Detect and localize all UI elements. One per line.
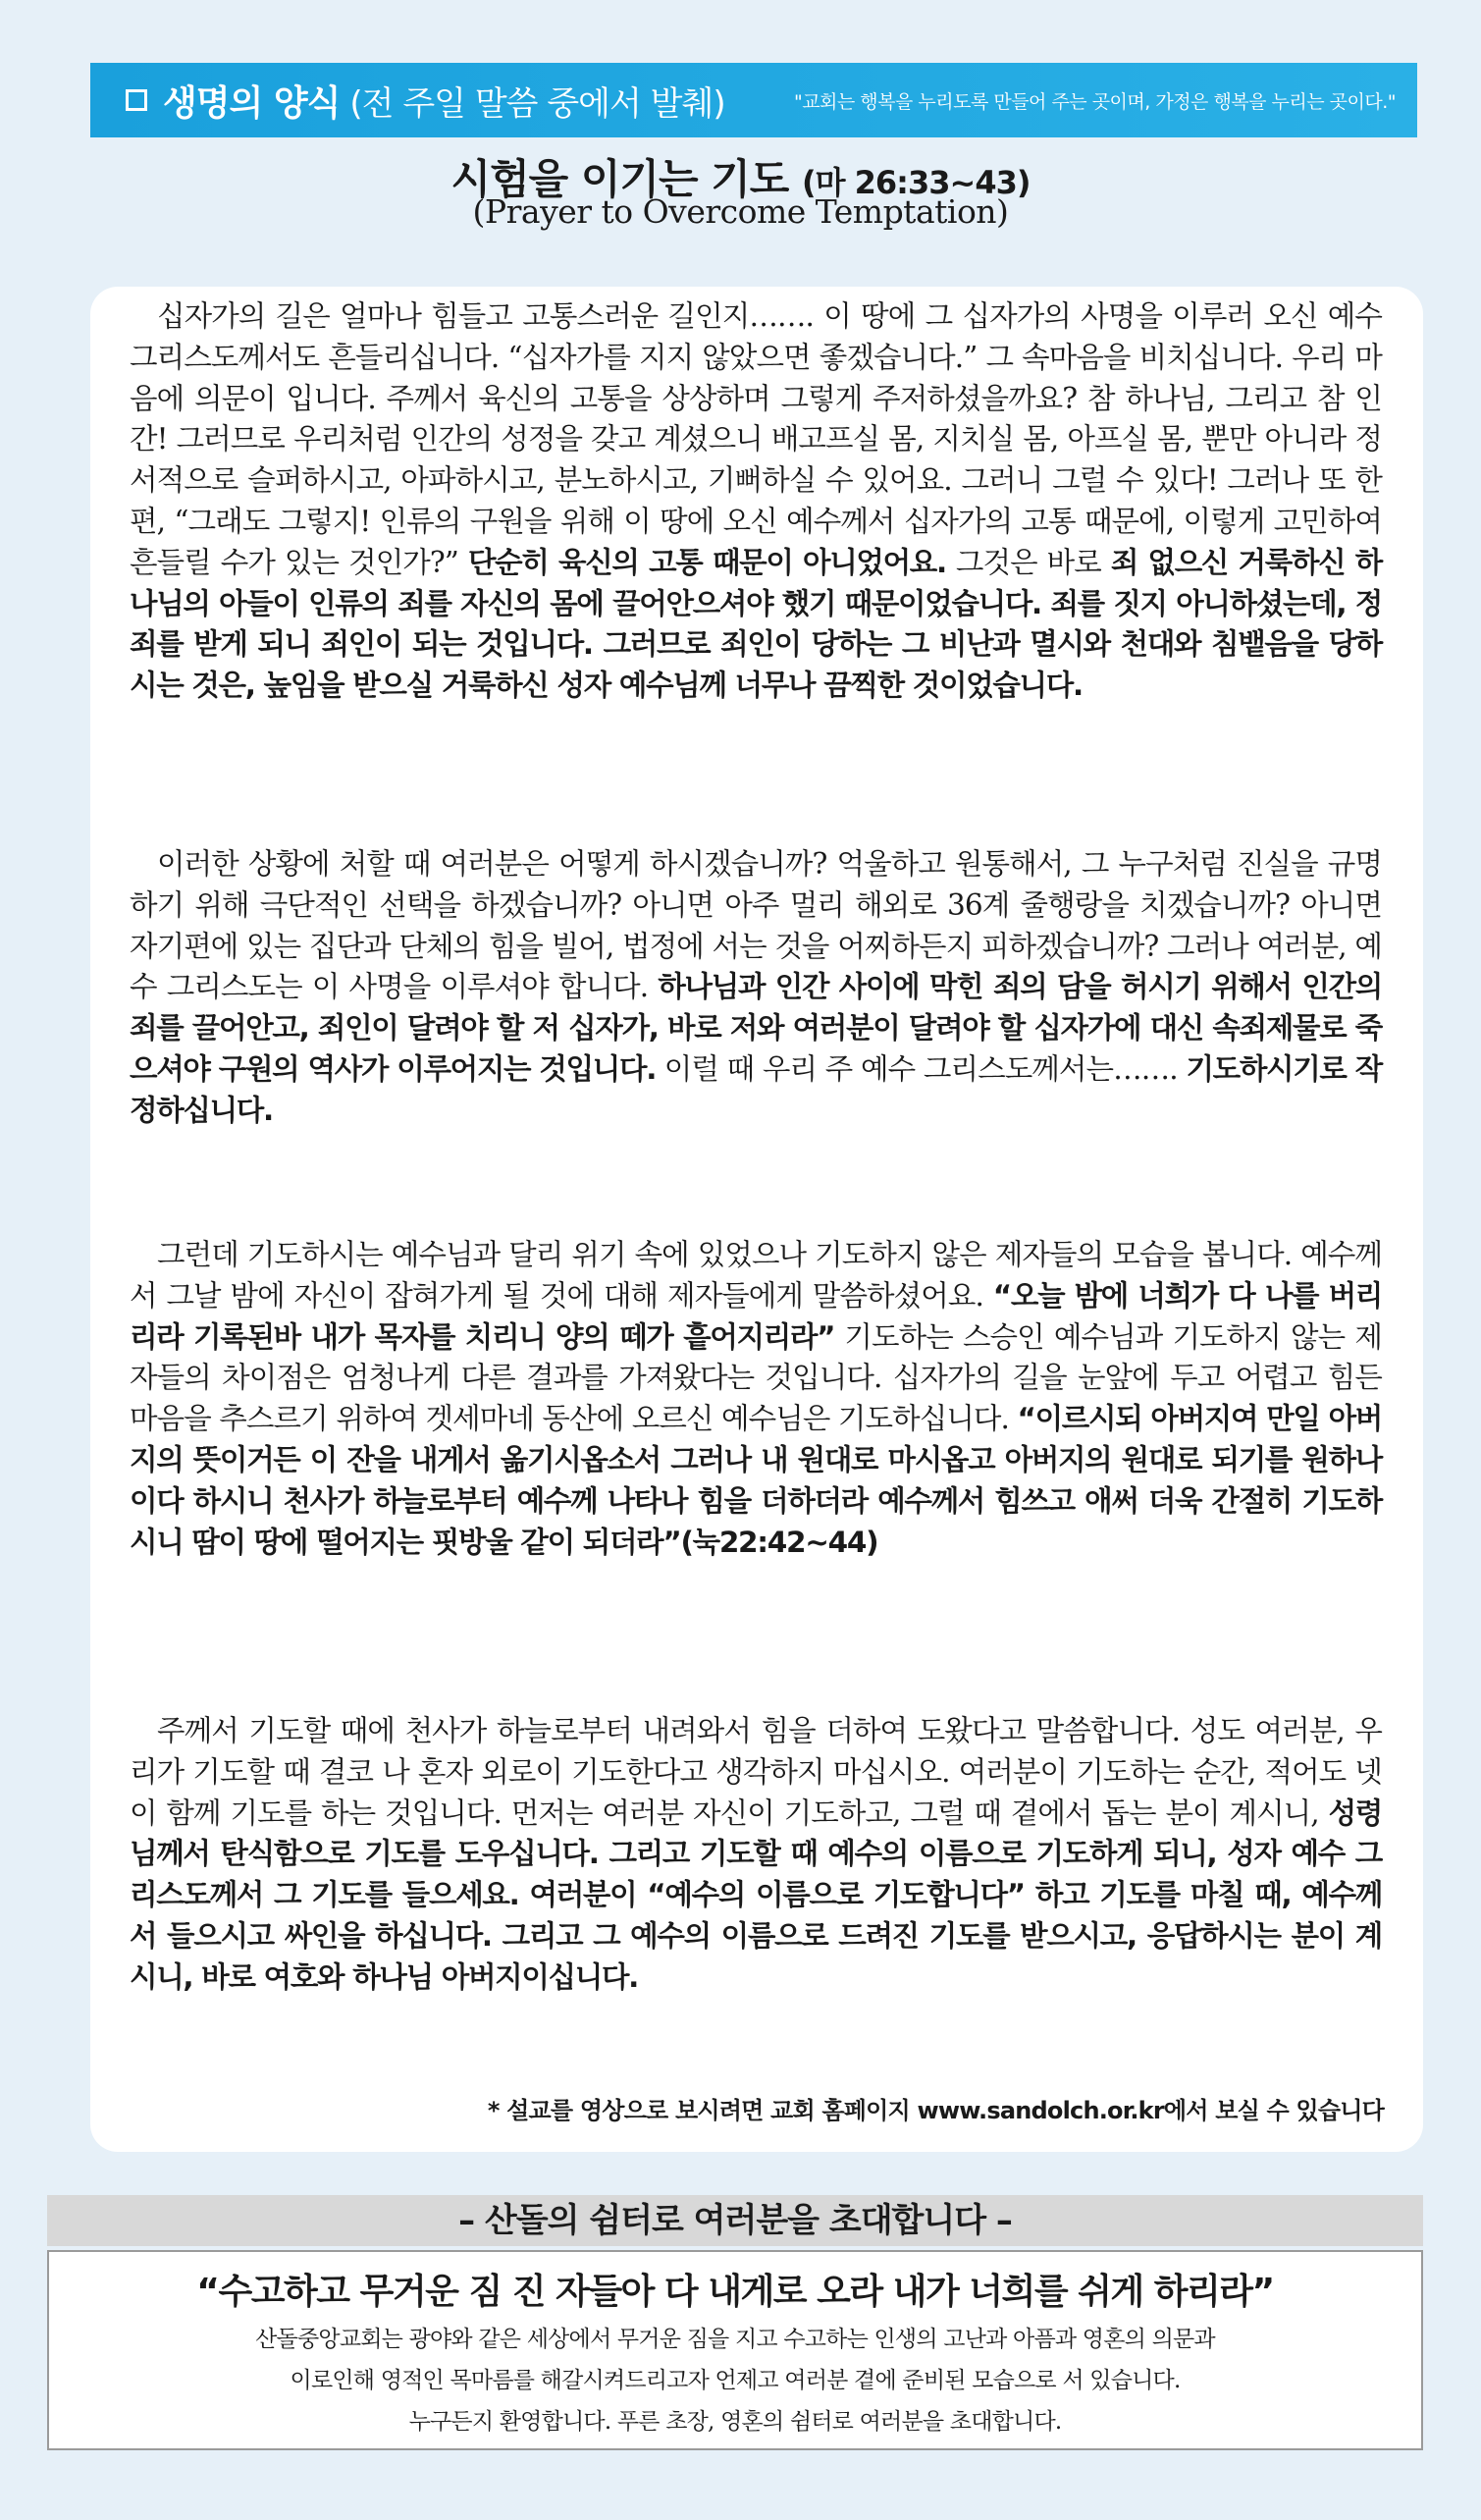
paragraph-emphasis: 기도하시기로 작정하십니다. (130, 1051, 1382, 1127)
invitation-line: 산돌중앙교회는 광야와 같은 세상에서 무거운 짐을 지고 수고하는 인생의 고난과 아픔과 영혼의 의문과 (255, 2327, 1215, 2352)
paragraph-emphasis: “이르시되 아버지여 만일 아버지의 뜻이거든 이 잔을 내게서 옮기시옵소서 그러나 내 원대로 마시옵고 아버지의 원대로 되기를 원하나이다 하시니 천사가 하늘로부터 예수께 나타나 힘을 더하더라 예수께서 힘쓰고 애써 더욱 간절히 기도하시니 땀이 땅에 떨어지는 핏방울 같이 되더라”(눅22:42~44) (130, 1402, 1382, 1559)
paragraph-text: 그런데 기도하시는 예수님과 달리 위기 속에 있었으나 기도하지 않은 제자들의 모습을 봅니다. 예수께서 그날 밤에 자신이 잡혀가게 될 것에 대해 제자들에게 말씀하셨어요. (130, 1238, 1382, 1313)
paragraph-text: 이럴 때 우리 주 예수 그리스도께서는……. (656, 1051, 1187, 1086)
paragraph-emphasis: 성령님께서 탄식함으로 기도를 도우십니다. 그리고 기도할 때 예수의 이름으로 기도하게 되니, 성자 예수 그리스도께서 그 기도를 들으세요. 여러분이 “예수의 이름으로 기도합니다” 하고 기도를 마칠 때, 예수께서 들으시고 싸인을 하십니다. 그리고 그 예수의 이름으로 드려진 기도를 받으시고, 응답하시는 분이 계시니, 바로 여호와 하나님 아버지이십니다. (130, 1796, 1382, 1994)
section-title: 생명의 양식 (163, 82, 341, 124)
section-banner (90, 63, 1417, 137)
invitation-line: 이로인해 영적인 목마름를 해갈시켜드리고자 언제고 여러분 곁에 준비된 모습으로 서 있습니다. (290, 2368, 1181, 2393)
paragraph-text: 십자가의 길은 얼마나 힘들고 고통스러운 길인지……. 이 땅에 그 십자가의 사명을 이루러 오신 예수 그리스도께서도 흔들리십니다. “십자가를 지지 않았으면 좋겠습니다.” 그 속마음을 비치십니다. 우리 마음에 의문이 입니다. 주께서 육신의 고통을 상상하며 그렇게 주저하셨을까요? 참 하나님, 그리고 참 인간! 그러므로 우리처럼 인간의 성정을 갖고 계셨으니 배고프실 몸, 지치실 몸, 아프실 몸, 뿐만 아니라 정서적으로 슬퍼하시고, 아파하시고, 분노하시고, 기뻐하실 수 있어요. 그러니 그럴 수 있다! 그러나 또 한편, “그래도 그렇지! 인류의 구원을 위해 이 땅에 오신 예수께서 십자가의 고통 때문에, 이렇게 고민하여 흔들릴 수가 있는 것인가?” (130, 299, 1382, 579)
paragraph-text: 그것은 바로 (945, 545, 1111, 579)
paragraph-4 (130, 1711, 1382, 1999)
sermon-title-english: (Prayer to Overcome Temptation) (472, 192, 1009, 231)
section-subtitle: (전 주일 말씀 중에서 발췌) (349, 83, 725, 124)
paragraph-emphasis: 하나님과 인간 사이에 막힌 죄의 담을 허시기 위해서 인간의 죄를 끌어안고, 죄인이 달려야 할 저 십자가, 바로 저와 여러분이 달려야 할 십자가에 대신 속죄제물로 죽으셔야 구원의 역사가 이루어지는 것입니다. (130, 970, 1382, 1086)
invitation-text (49, 2319, 1421, 2442)
paragraph-emphasis: 단순히 육신의 고통 때문이 아니었어요. (467, 545, 946, 579)
paragraph-2 (130, 844, 1382, 1132)
invitation-quote: “수고하고 무거운 짐 진 자들아 다 내게로 오라 내가 너희를 쉬게 하리라” (196, 2272, 1274, 2312)
invitation-header: – 산돌의 쉼터로 여러분을 초대합니다 – (47, 2195, 1423, 2246)
church-motto: "교회는 행복을 누리도록 만들어 주는 곳이며, 가정은 행복을 누리는 곳이다." (793, 90, 1396, 113)
sermon-title-text: 시험을 이기는 기도 (450, 155, 789, 203)
square-bullet-icon (126, 89, 147, 111)
sermon-body (90, 287, 1423, 2152)
invitation-line: 누구든지 환영합니다. 푸른 초장, 영혼의 쉼터로 여러분을 초대합니다. (408, 2409, 1062, 2435)
paragraph-text: 주께서 기도할 때에 천사가 하늘로부터 내려와서 힘을 더하여 도왔다고 말씀합니다. 성도 여러분, 우리가 기도할 때 결코 나 혼자 외로이 기도한다고 생각하지 마십시오. 여러분이 기도하는 순간, 적어도 넷이 함께 기도를 하는 것입니다. 먼저는 여러분 자신이 기도하고, 그럴 때 곁에서 돕는 분이 계시니, (130, 1714, 1382, 1830)
scripture-reference: (마 26:33~43) (801, 164, 1031, 201)
paragraph-text: 이러한 상황에 처할 때 여러분은 어떻게 하시겠습니까? 억울하고 원통해서, 그 누구처럼 진실을 규명하기 위해 극단적인 선택을 하겠습니까? 아니면 아주 멀리 해외로 36계 줄행랑을 치겠습니까? 아니면 자기편에 있는 집단과 단체의 힘을 빌어, 법정에 서는 것을 어찌하든지 피하겠습니까? 그러나 여러분, 예수 그리스도는 이 사명을 이루셔야 합니다. (130, 847, 1383, 1004)
paragraph-emphasis: “오늘 밤에 너희가 다 나를 버리리라 기록된바 내가 목자를 치리니 양의 떼가 흩어지리라” (130, 1278, 1382, 1354)
paragraph-1 (130, 296, 1382, 707)
video-footnote: * 설교를 영상으로 보시려면 교회 홈페이지 www.sandolch.or.kr에서 보실 수 있습니다 (487, 2097, 1384, 2124)
paragraph-text: 기도하는 스승인 예수님과 기도하지 않는 제자들의 차이점은 엄청나게 다른 결과를 가져왔다는 것입니다. 십자가의 길을 눈앞에 두고 어렵고 힘든 마음을 추스르기 위하여 겟세마네 동산에 오르신 예수님은 기도하십니다. (130, 1319, 1382, 1436)
invitation-box (47, 2250, 1423, 2450)
paragraph-3 (130, 1235, 1382, 1563)
paragraph-emphasis: 죄 없으신 거룩하신 하나님의 아들이 인류의 죄를 자신의 몸에 끌어안으셔야 했기 때문이었습니다. 죄를 짓지 아니하셨는데, 정죄를 받게 되니 죄인이 되는 것입니다. 그러므로 죄인이 당하는 그 비난과 멸시와 천대와 침뱉음을 당하시는 것은, 높임을 받으실 거룩하신 성자 예수님께 너무나 끔찍한 것이었습니다. (130, 545, 1383, 703)
